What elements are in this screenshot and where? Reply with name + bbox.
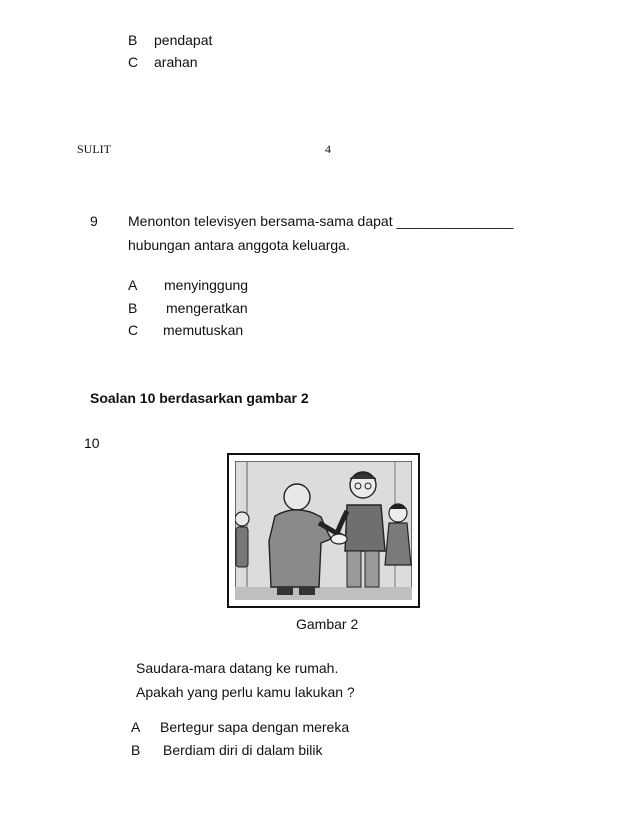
- section-heading: Soalan 10 berdasarkan gambar 2: [90, 390, 309, 406]
- prev-option-b: [128, 32, 212, 48]
- option-letter: A: [131, 719, 141, 735]
- figure-gambar-2: [227, 453, 420, 608]
- prev-option-c: [128, 54, 198, 70]
- footer-sulit: SULIT: [77, 142, 111, 156]
- option-text: Bertegur sapa dengan mereka: [160, 719, 350, 735]
- question-10-option-b: [131, 742, 323, 758]
- question-10-line-2: Apakah yang perlu kamu lakukan ?: [136, 684, 355, 700]
- option-text: pendapat: [154, 32, 213, 48]
- option-text: menyinggung: [164, 277, 249, 293]
- option-letter: C: [128, 54, 139, 70]
- option-text: Berdiam diri di dalam bilik: [163, 742, 323, 758]
- question-10-number: 10: [84, 435, 100, 451]
- option-letter: B: [128, 32, 138, 48]
- option-letter: A: [128, 277, 138, 293]
- question-9-number: 9: [90, 213, 98, 229]
- question-10-line-1: Saudara-mara datang ke rumah.: [136, 660, 339, 676]
- figure-caption: Gambar 2: [296, 616, 359, 632]
- question-9-option-a: [128, 277, 248, 293]
- question-9-line-1: Menonton televisyen bersama-sama dapat _______________: [128, 213, 514, 229]
- question-10-option-a: [131, 719, 349, 735]
- page-number: 4: [325, 142, 331, 156]
- option-letter: C: [128, 322, 139, 338]
- question-9-option-b: [128, 300, 248, 316]
- option-text: mengeratkan: [166, 300, 248, 316]
- option-text: arahan: [154, 54, 198, 70]
- option-letter: B: [128, 300, 138, 316]
- question-9-line-2: hubungan antara anggota keluarga.: [128, 237, 350, 253]
- option-letter: B: [131, 742, 141, 758]
- illustration-relatives-handshake: [235, 461, 412, 600]
- question-9-option-c: [128, 322, 243, 338]
- option-text: memutuskan: [163, 322, 244, 338]
